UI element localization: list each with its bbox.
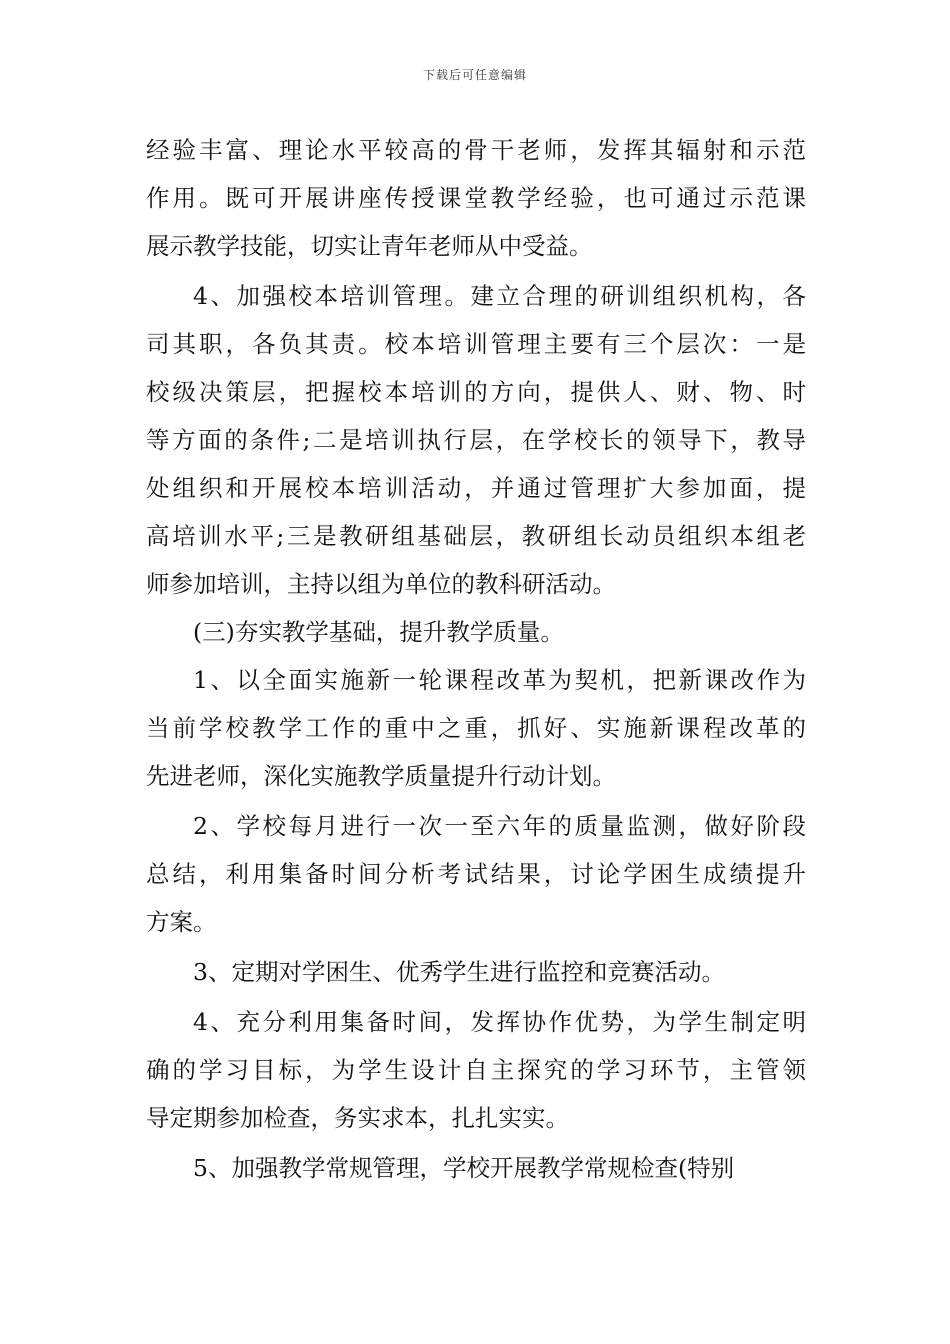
text-line: 导定期参加检查，务实求本，扎扎实实。 bbox=[146, 1104, 569, 1132]
page-header: 下载后可任意编辑 bbox=[422, 68, 527, 82]
text-line: 总结，利用集备时间分析考试结果，讨论学困生成绩提升 bbox=[146, 860, 806, 888]
text-line: 师参加培训，主持以组为单位的教科研活动。 bbox=[146, 570, 616, 598]
document-body bbox=[146, 126, 806, 1192]
text-line: 校级决策层，把握校本培训的方向，提供人、财、物、时 bbox=[146, 378, 806, 406]
text-line: 1、以全面实施新一轮课程改革为契机，把新课改作为 bbox=[193, 666, 806, 694]
paragraph bbox=[146, 802, 806, 946]
section-heading bbox=[146, 608, 806, 656]
text-line: 3、定期对学困生、优秀学生进行监控和竞赛活动。 bbox=[193, 958, 725, 986]
text-line: 5、加强教学常规管理，学校开展教学常规检查(特别 bbox=[193, 1154, 735, 1182]
paragraph bbox=[146, 126, 806, 270]
paragraph bbox=[146, 998, 806, 1142]
paragraph bbox=[146, 1144, 806, 1192]
paragraph bbox=[146, 272, 806, 608]
text-line: 处组织和开展校本培训活动，并通过管理扩大参加面，提 bbox=[146, 474, 806, 502]
text-line: 经验丰富、理论水平较高的骨干老师，发挥其辐射和示范 bbox=[146, 136, 806, 164]
text-line: 方案。 bbox=[146, 908, 217, 936]
paragraph bbox=[146, 948, 806, 996]
text-line: 当前学校教学工作的重中之重，抓好、实施新课程改革的 bbox=[146, 714, 806, 742]
text-line: 等方面的条件;二是培训执行层，在学校长的领导下，教导 bbox=[146, 426, 806, 454]
text-line: 4、加强校本培训管理。建立合理的研训组织机构，各 bbox=[193, 282, 806, 310]
text-line: 高培训水平;三是教研组基础层，教研组长动员组织本组老 bbox=[146, 522, 806, 550]
text-line: 4、充分利用集备时间，发挥协作优势，为学生制定明 bbox=[193, 1008, 806, 1036]
text-line: 司其职，各负其责。校本培训管理主要有三个层次：一是 bbox=[146, 330, 806, 358]
text-line: 确的学习目标，为学生设计自主探究的学习环节，主管领 bbox=[146, 1056, 806, 1084]
text-line: (三)夯实教学基础，提升教学质量。 bbox=[193, 618, 564, 646]
paragraph bbox=[146, 656, 806, 800]
text-line: 先进老师，深化实施教学质量提升行动计划。 bbox=[146, 762, 616, 790]
text-line: 作用。既可开展讲座传授课堂教学经验，也可通过示范课 bbox=[146, 184, 806, 212]
text-line: 2、学校每月进行一次一至六年的质量监测，做好阶段 bbox=[193, 812, 806, 840]
text-line: 展示教学技能，切实让青年老师从中受益。 bbox=[146, 232, 593, 260]
